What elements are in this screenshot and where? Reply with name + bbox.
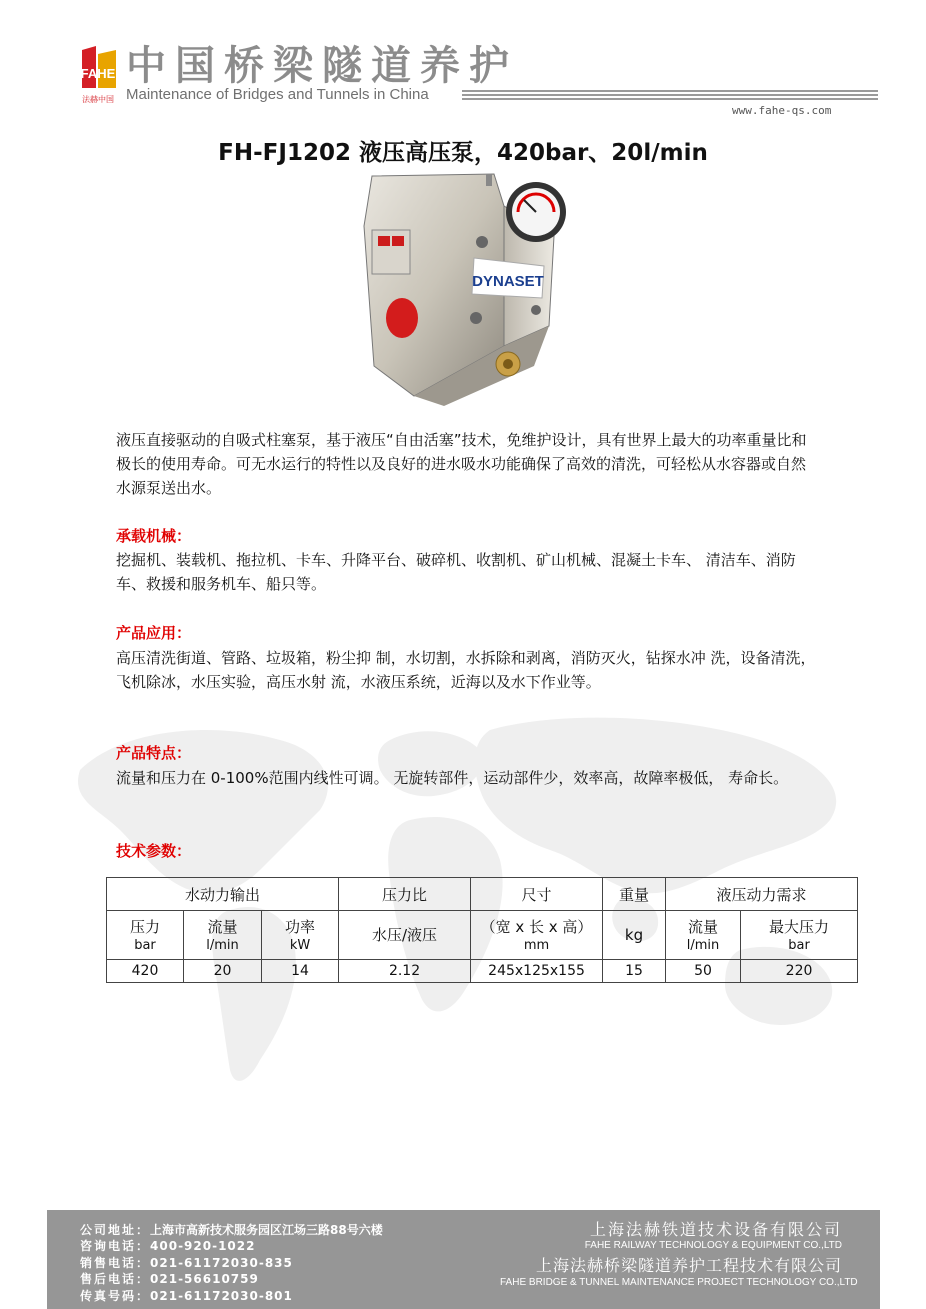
fahe-logo xyxy=(76,44,120,106)
spec-table xyxy=(106,877,858,983)
brand-title-cn: 中国桥梁隧道养护 xyxy=(126,43,518,89)
cell-pressure: 420 xyxy=(107,960,184,983)
table-row xyxy=(107,960,858,983)
company-bridge-cn: 上海法赫桥梁隧道养护工程技术有限公司 xyxy=(535,1256,842,1275)
footer-contacts xyxy=(80,1222,383,1304)
subheader-pressure: 压力 bar xyxy=(107,911,184,960)
hydraulic-pump-image xyxy=(354,166,576,406)
cell-size: 245x125x155 xyxy=(471,960,603,983)
header-hydraulic-demand: 液压动力需求 xyxy=(666,878,858,911)
company-railway-cn: 上海法赫铁道技术设备有限公司 xyxy=(589,1220,842,1239)
contact-service-phone: 售后电话：021-56610759 xyxy=(80,1272,259,1287)
section-body-application: 高压清洗街道、管路、垃圾箱，粉尘抑 制，水切割，水拆除和剥离，消防灭火，钻探水冲 洗，设备清洗，飞机除冰，水压实验，高压水射 流，水液压系统，近海以及水下作业等。 xyxy=(116,649,816,691)
subheader-flow: 流量 l/min xyxy=(184,911,262,960)
header-dimensions: 尺寸 xyxy=(471,878,603,911)
footer-companies xyxy=(500,1220,858,1289)
subheader-power: 功率 kW xyxy=(262,911,339,960)
header-water-output: 水动力输出 xyxy=(107,878,339,911)
table-header-row xyxy=(107,878,858,911)
cell-flow: 20 xyxy=(184,960,262,983)
subheader-weight: kg xyxy=(603,911,666,960)
cell-max-pressure: 220 xyxy=(741,960,858,983)
section-body-features: 流量和压力在 0-100%范围内线性可调。 无旋转部件，运动部件少，效率高，故障率极低， 寿命长。 xyxy=(116,769,789,787)
section-heading-carrier: 承载机械： xyxy=(116,527,192,545)
header-weight: 重量 xyxy=(603,878,666,911)
subheader-size: （宽 x 长 x 高） mm xyxy=(471,911,603,960)
cell-hyd-flow: 50 xyxy=(666,960,741,983)
header-pressure-ratio: 压力比 xyxy=(339,878,471,911)
contact-fax: 传真号码：021-61172030-801 xyxy=(80,1288,293,1303)
page-title: FH-FJ1202 液压高压泵，420bar、20l/min xyxy=(218,140,708,166)
header-divider xyxy=(462,90,878,102)
svg-text:FAHE: FAHE xyxy=(80,66,116,81)
svg-text:法赫中国: 法赫中国 xyxy=(82,95,114,104)
subheader-max-pressure: 最大压力 bar xyxy=(741,911,858,960)
section-heading-features: 产品特点： xyxy=(116,744,192,762)
contact-inquiry-phone: 咨询电话：400-920-1022 xyxy=(80,1239,256,1254)
company-railway-en: FAHE RAILWAY TECHNOLOGY & EQUIPMENT CO.,LTD xyxy=(584,1240,842,1251)
brand-title-en: Maintenance of Bridges and Tunnels in China xyxy=(126,86,429,103)
section-body-carrier: 挖掘机、装载机、拖拉机、卡车、升降平台、破碎机、收割机、矿山机械、混凝土卡车、 清洁车、消防车、救援和服务机车、船只等。 xyxy=(116,551,796,593)
section-heading-specs: 技术参数： xyxy=(116,842,192,860)
cell-power: 14 xyxy=(262,960,339,983)
cell-weight: 15 xyxy=(603,960,666,983)
table-subheader-row xyxy=(107,911,858,960)
contact-address: 公司地址：上海市高新技术服务园区江场三路88号六楼 xyxy=(80,1223,383,1237)
intro-paragraph: 液压直接驱动的自吸式柱塞泵，基于液压“自由活塞”技术，免维护设计，具有世界上最大的功率重量比和极长的使用寿命。可无水运行的特性以及良好的进水吸水功能确保了高效的清洗，可轻松从水容器或自然水源泵送出水。 xyxy=(116,431,807,497)
product-label: DYNASET xyxy=(472,273,544,290)
company-bridge-en: FAHE BRIDGE & TUNNEL MAINTENANCE PROJECT TECHNOLOGY CO.,LTD xyxy=(500,1277,858,1288)
subheader-ratio: 水压/液压 xyxy=(339,911,471,960)
section-heading-application: 产品应用： xyxy=(116,624,192,642)
subheader-hyd-flow: 流量 l/min xyxy=(666,911,741,960)
contact-sales-phone: 销售电话：021-61172030-835 xyxy=(80,1255,293,1270)
website-url[interactable]: www.fahe-qs.com xyxy=(732,104,832,117)
cell-ratio: 2.12 xyxy=(339,960,471,983)
